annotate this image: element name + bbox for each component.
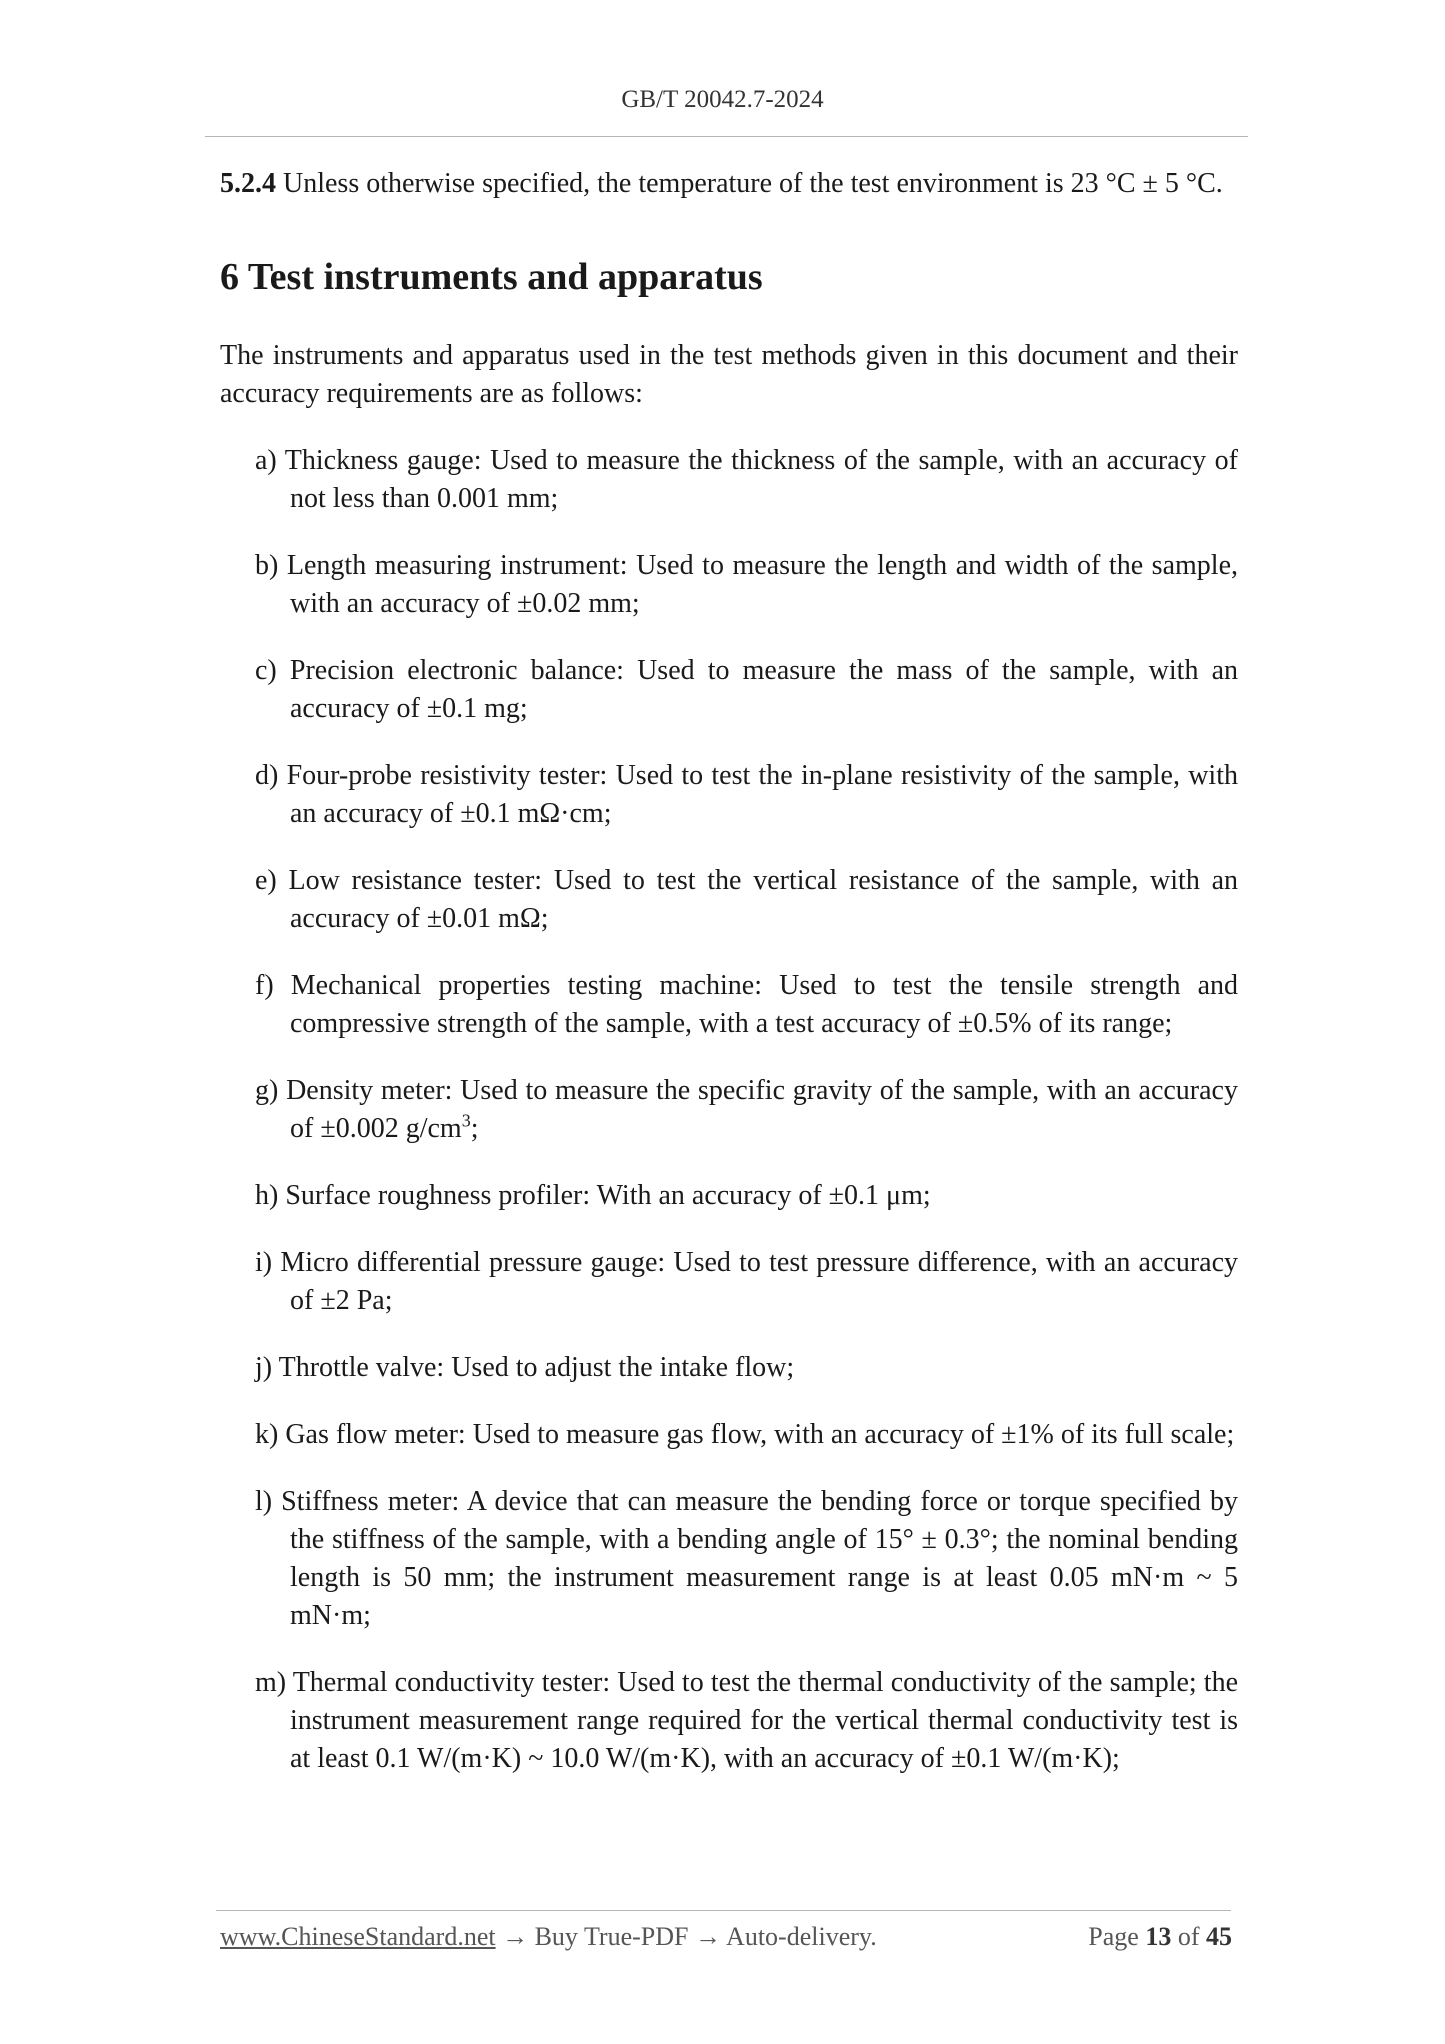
list-item: a) Thickness gauge: Used to measure the thickness of the sample, with an accuracy of not less than 0.001 mm; [255,445,1238,514]
list-item: m) Thermal conductivity tester: Used to test the thermal conductivity of the sample; the instrument measurement range required for the vertical thermal conductivity test is at least 0.1 W/(m·K) ~ 10.0 W/(m·K), with an accuracy of ±0.1 W/(m·K); [255,1667,1238,1774]
footer-promo: → Buy True-PDF → Auto-delivery. [495,1922,877,1951]
page-number [1088,1922,1232,1952]
section-intro: The instruments and apparatus used in the test methods given in this document and their accuracy requirements are as follows: [220,340,1238,409]
footer-divider [216,1910,1231,1911]
instrument-list [220,442,1238,1778]
superscript: 3 [461,1110,471,1131]
page-body [220,165,1238,1778]
page-word: Page [1088,1922,1139,1951]
page-footer [220,1922,1232,1952]
clause-5-2-4 [220,165,1238,203]
list-item-text: g) Density meter: Used to measure the specific gravity of the sample, with an accuracy of ±0.002 g/cm [255,1075,1238,1144]
clause-number: 5.2.4 [220,168,276,199]
page-total: 45 [1206,1922,1232,1951]
site-link[interactable]: www.ChineseStandard.net [220,1922,496,1951]
clause-text: Unless otherwise specified, the temperature of the test environment is 23 °C ± 5 °C. [276,168,1223,199]
list-item: d) Four-probe resistivity tester: Used to test the in-plane resistivity of the sample, with an accuracy of ±0.1 mΩ·cm; [255,760,1238,829]
list-item: i) Micro differential pressure gauge: Used to test pressure difference, with an accuracy of ±2 Pa; [255,1247,1238,1316]
page-current: 13 [1145,1922,1172,1951]
running-header: GB/T 20042.7-2024 [621,86,824,113]
list-item: c) Precision electronic balance: Used to measure the mass of the sample, with an accuracy of ±0.1 mg; [255,655,1238,724]
list-item: k) Gas flow meter: Used to measure gas flow, with an accuracy of ±1% of its full scale; [255,1419,1235,1450]
header-divider [205,136,1248,137]
list-item [255,1072,1238,1148]
footer-left [220,1922,877,1952]
page-of: of [1177,1922,1200,1951]
list-item: j) Throttle valve: Used to adjust the intake flow; [255,1352,795,1383]
list-item: l) Stiffness meter: A device that can measure the bending force or torque specified by the stiffness of the sample, with a bending angle of 15° ± 0.3°; the nominal bending length is 50 mm; the instrument measurement range is at least 0.05 mN·m ~ 5 mN·m; [255,1486,1238,1631]
section-heading: 6 Test instruments and apparatus [220,256,763,298]
list-item: b) Length measuring instrument: Used to measure the length and width of the sample, with an accuracy of ±0.02 mm; [255,550,1238,619]
list-item: f) Mechanical properties testing machine: Used to test the tensile strength and compressive strength of the sample, with a test accuracy of ±0.5% of its range; [255,970,1238,1039]
list-item: e) Low resistance tester: Used to test the vertical resistance of the sample, with an accuracy of ±0.01 mΩ; [255,865,1238,934]
list-item: h) Surface roughness profiler: With an accuracy of ±0.1 μm; [255,1180,931,1211]
list-item-end: ; [470,1113,479,1144]
